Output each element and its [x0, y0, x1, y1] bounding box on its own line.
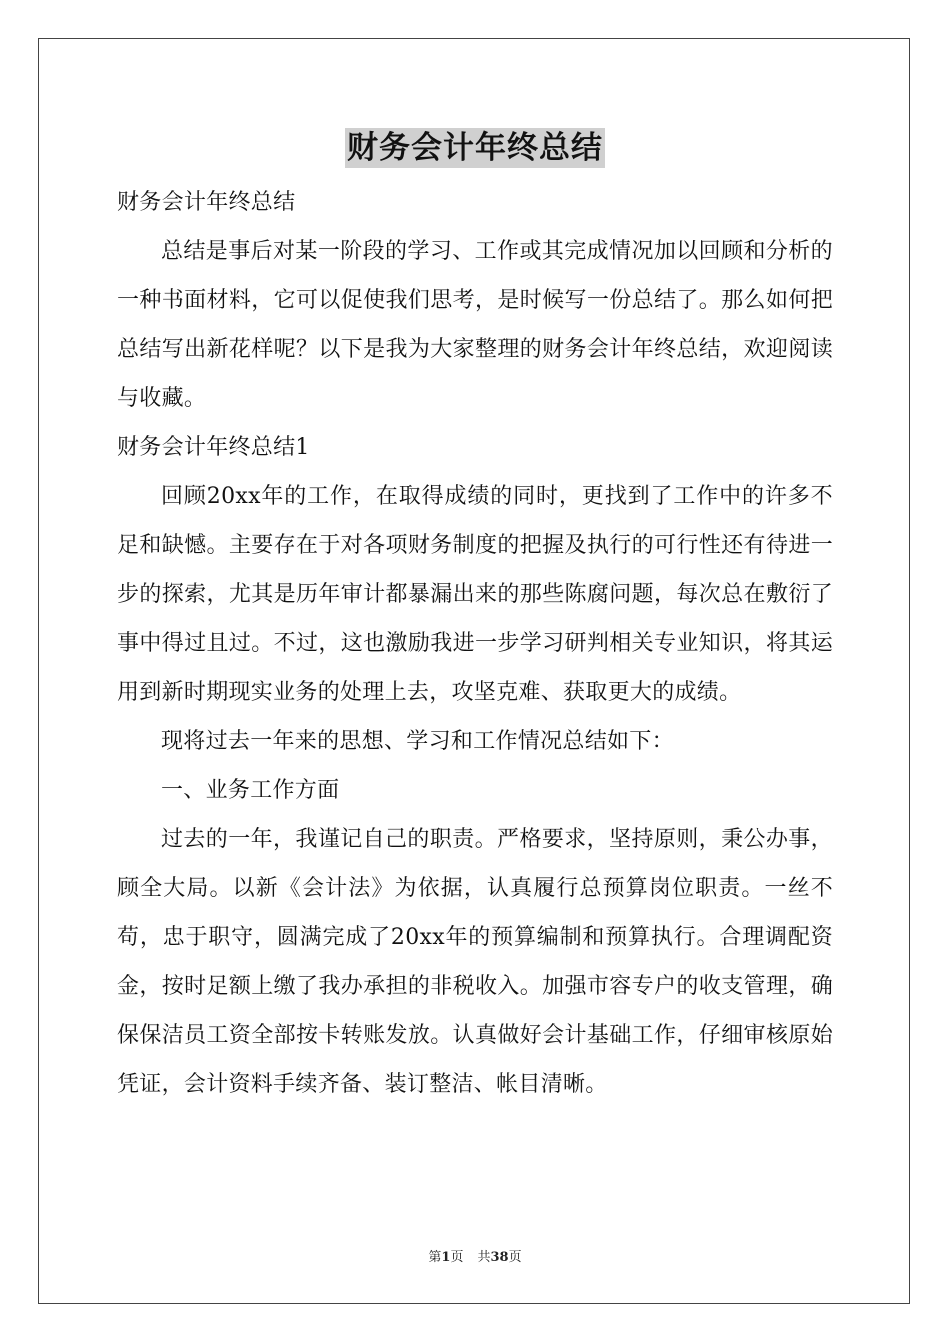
heading-business-work: 一、业务工作方面 — [161, 778, 340, 803]
intro-paragraph: 总结是事后对某一阶段的学习、工作或其完成情况加以回顾和分析的一种书面材料，它可以促使我们思考，是时候写一份总结了。那么如何把总结写出新花样呢？以下是我为大家整理的财务会计年终总结，欢迎阅读与收藏。 — [117, 239, 833, 411]
paragraph-review: 回顾20xx年的工作，在取得成绩的同时，更找到了工作中的许多不足和缺憾。主要存在于对各项财务制度的把握及执行的可行性还有待进一步的探索，尤其是历年审计都暴漏出来的那些陈腐问题，每次总在敷衍了事中得过且过。不过，这也激励我进一步学习研判相关专业知识，将其运用到新时期现实业务的处理上去，攻坚克难、获取更大的成绩。 — [117, 484, 833, 705]
document-body — [117, 128, 833, 1109]
page-footer — [0, 1246, 950, 1265]
section-title: 财务会计年终总结1 — [117, 435, 310, 460]
page-number: 1 — [441, 1250, 451, 1265]
total-suffix: 页 — [508, 1250, 522, 1265]
page-prefix: 第 — [428, 1250, 442, 1265]
document-title: 财务会计年终总结 — [347, 130, 603, 166]
total-prefix: 共 — [477, 1250, 491, 1265]
title-wrap — [117, 128, 833, 170]
total-pages: 38 — [490, 1250, 509, 1265]
paragraph-business-work: 过去的一年，我谨记自己的职责。严格要求，坚持原则，秉公办事，顾全大局。以新《会计法》为依据，认真履行总预算岗位职责。一丝不苟，忠于职守，圆满完成了20xx年的预算编制和预算执行。合理调配资金，按时足额上缴了我办承担的非税收入。加强市容专户的收支管理，确保保洁员工资全部按卡转账发放。认真做好会计基础工作，仔细审核原始凭证，会计资料手续齐备、装订整洁、帐目清晰。 — [117, 827, 833, 1097]
page-suffix: 页 — [450, 1250, 464, 1265]
document-subtitle: 财务会计年终总结 — [117, 190, 296, 215]
paragraph-summary-intro: 现将过去一年来的思想、学习和工作情况总结如下： — [161, 729, 674, 754]
